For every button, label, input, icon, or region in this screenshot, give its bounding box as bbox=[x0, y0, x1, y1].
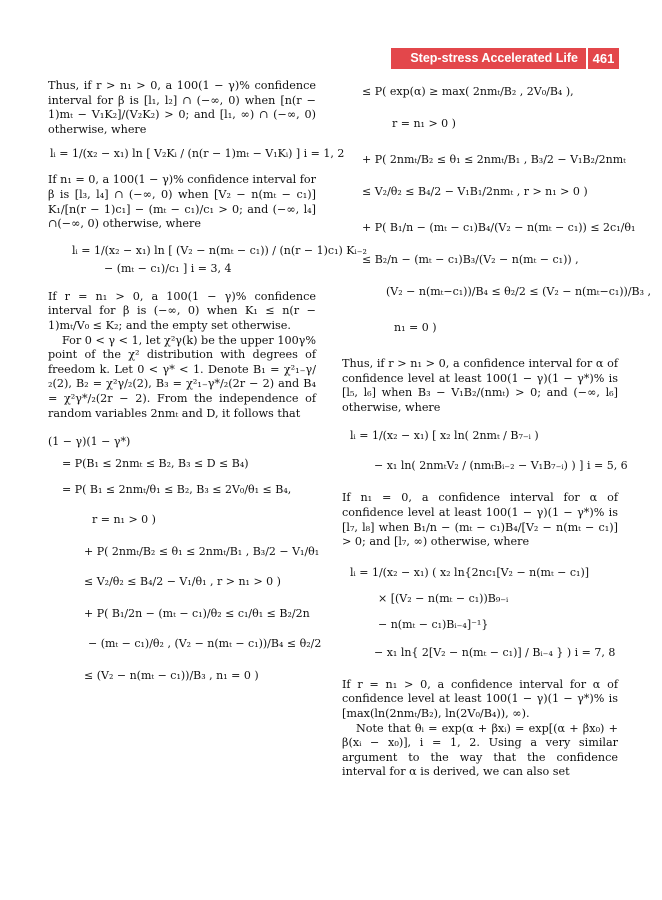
equation: ≤ V₂/θ₂ ≤ B₄/2 − V₁B₁/2nmₜ , r > n₁ > 0 ) bbox=[362, 185, 588, 198]
page-number: 461 bbox=[588, 48, 619, 69]
equation: lᵢ = 1/(x₂ − x₁) [ x₂ ln( 2nmₜ / B₇₋ᵢ ) bbox=[350, 429, 539, 443]
equation: + P( B₁/n − (mₜ − c₁)B₄/(V₂ − n(mₜ − c₁)) ≤ 2c₁/θ₁ bbox=[362, 221, 636, 234]
equation: ≤ V₂/θ₂ ≤ B₄/2 − V₁/θ₁ , r > n₁ > 0 ) bbox=[84, 575, 281, 589]
equation: − n(mₜ − c₁)Bᵢ₋₄]⁻¹} bbox=[378, 617, 489, 631]
equation: − x₁ ln( 2nmₜV₂ / (nmₜBᵢ₋₂ − V₁B₇₋ᵢ) ) ] i = 5, 6 bbox=[374, 459, 628, 473]
equation: + P( 2nmₜ/B₂ ≤ θ₁ ≤ 2nmₜ/B₁ , B₃/2 − V₁B₂/2nmₜ bbox=[362, 153, 626, 166]
equation: ≤ P( exp(α) ≥ max( 2nmₜ/B₂ , 2V₀/B₄ ), bbox=[362, 85, 574, 98]
paragraph: Thus, if r > n₁ > 0, a 100(1 − γ)% confidence interval for β is [l₁, l₂] ∩ (−∞, 0) when [n(r − 1)mₜ − V₁K₂]/(V₂K₂) > 0; and [l₁, ∞) ∩ (−∞, 0) otherwise, where bbox=[48, 79, 316, 136]
right-column bbox=[342, 79, 652, 780]
paragraph: If r = n₁ > 0, a confidence interval for α of confidence level at least 100(1 − γ)(1 − γ*)% is [max(ln(2nmₜ/B₂), ln(2V₀/B₄)), ∞). bbox=[342, 677, 618, 720]
equation: lᵢ = 1/(x₂ − x₁) ( x₂ ln{2nc₁[V₂ − n(mₜ − c₁)] bbox=[350, 565, 590, 579]
equation: r = n₁ > 0 ) bbox=[92, 513, 156, 527]
equation: ≤ B₂/n − (mₜ − c₁)B₃/(V₂ − n(mₜ − c₁)) , bbox=[362, 253, 579, 266]
paragraph: Thus, if r > n₁ > 0, a confidence interval for α of confidence level at least 100(1 − γ)(1 − γ*)% is [l₅, l₆] when B₃ − V₁B₂/(nmₜ) > 0; and (−∞, l₆] otherwise, where bbox=[342, 357, 618, 414]
paragraph: For 0 < γ < 1, let χ²γ(k) be the upper 100γ% point of the χ² distribution with degrees of freedom k. Let 0 < γ* < 1. Denote B₁ = χ²₁₋γ/₂(2), B₂ = χ²γ/₂(2), B₃ = χ²₁₋γ*/₂(2r − 2) and B₄ = χ²γ*/₂(2r − 2). From the independence of random variables 2nmₜ and D, it follows that bbox=[48, 333, 317, 420]
equation: − (mₜ − c₁)/c₁ ] i = 3, 4 bbox=[104, 261, 232, 275]
equation: lᵢ = 1/(x₂ − x₁) ln [ (V₂ − n(mₜ − c₁)) / (n(r − 1)c₁) Kᵢ₋₂ bbox=[72, 243, 367, 257]
equation: − x₁ ln{ 2[V₂ − n(mₜ − c₁)] / Bᵢ₋₄ } ) i = 7, 8 bbox=[374, 645, 616, 659]
paragraph: Note that θᵢ = exp(α + βxᵢ) = exp[(α + βx₀) + β(xᵢ − x₀)], i = 1, 2. Using a very similar argument to the way that the confidence interval for α is derived, we can also set bbox=[342, 721, 618, 779]
equation: = P(B₁ ≤ 2nmₜ ≤ B₂, B₃ ≤ D ≤ B₄) bbox=[62, 457, 249, 471]
equation: ≤ (V₂ − n(mₜ − c₁))/B₃ , n₁ = 0 ) bbox=[84, 669, 259, 683]
equation: (1 − γ)(1 − γ*) bbox=[48, 435, 131, 449]
paragraph: If n₁ = 0, a 100(1 − γ)% confidence interval for β is [l₃, l₄] ∩ (−∞, 0) when [V₂ − n(mₜ − c₁)] K₁/[n(r − 1)c₁] − (mₜ − c₁)/c₁ > 0; and (−∞, l₄] ∩(−∞, 0) otherwise, where bbox=[48, 173, 317, 231]
equation: n₁ = 0 ) bbox=[394, 321, 437, 334]
equation: = P( B₁ ≤ 2nmₜ/θ₁ ≤ B₂, B₃ ≤ 2V₀/θ₁ ≤ B₄, bbox=[62, 483, 292, 497]
equation: r = n₁ > 0 ) bbox=[392, 117, 456, 130]
equation: lᵢ = 1/(x₂ − x₁) ln [ V₂Kᵢ / (n(r − 1)mₜ − V₁Kᵢ) ] i = 1, 2 bbox=[50, 147, 345, 161]
equation: − (mₜ − c₁)/θ₂ , (V₂ − n(mₜ − c₁))/B₄ ≤ θ₂/2 bbox=[88, 637, 322, 651]
running-title: Step-stress Accelerated Life Testing bbox=[391, 48, 586, 69]
paragraph: If r = n₁ > 0, a 100(1 − γ)% confidence interval for β is (−∞, 0) when K₁ ≤ n(r − 1)mₜ/V₀ ≤ K₂; and the empty set otherwise. bbox=[48, 289, 316, 332]
equation: + P( 2nmₜ/B₂ ≤ θ₁ ≤ 2nmₜ/B₁ , B₃/2 − V₁/θ₁ bbox=[84, 545, 320, 559]
running-header bbox=[391, 48, 619, 86]
equation: + P( B₁/2n − (mₜ − c₁)/θ₂ ≤ c₁/θ₁ ≤ B₂/2n bbox=[84, 607, 310, 621]
equation: (V₂ − n(mₜ−c₁))/B₄ ≤ θ₂/2 ≤ (V₂ − n(mₜ−c₁))/B₃ , bbox=[386, 285, 652, 298]
equation: × [(V₂ − n(mₜ − c₁))B₉₋ᵢ bbox=[378, 591, 509, 605]
left-column bbox=[48, 79, 367, 683]
paragraph: If n₁ = 0, a confidence interval for α of confidence level at least 100(1 − γ)(1 − γ*)% is [l₇, l₈] when B₁/n − (mₜ − c₁)B₄/[V₂ − n(mₜ − c₁)] > 0; and [l₇, ∞) otherwise, where bbox=[342, 491, 618, 549]
